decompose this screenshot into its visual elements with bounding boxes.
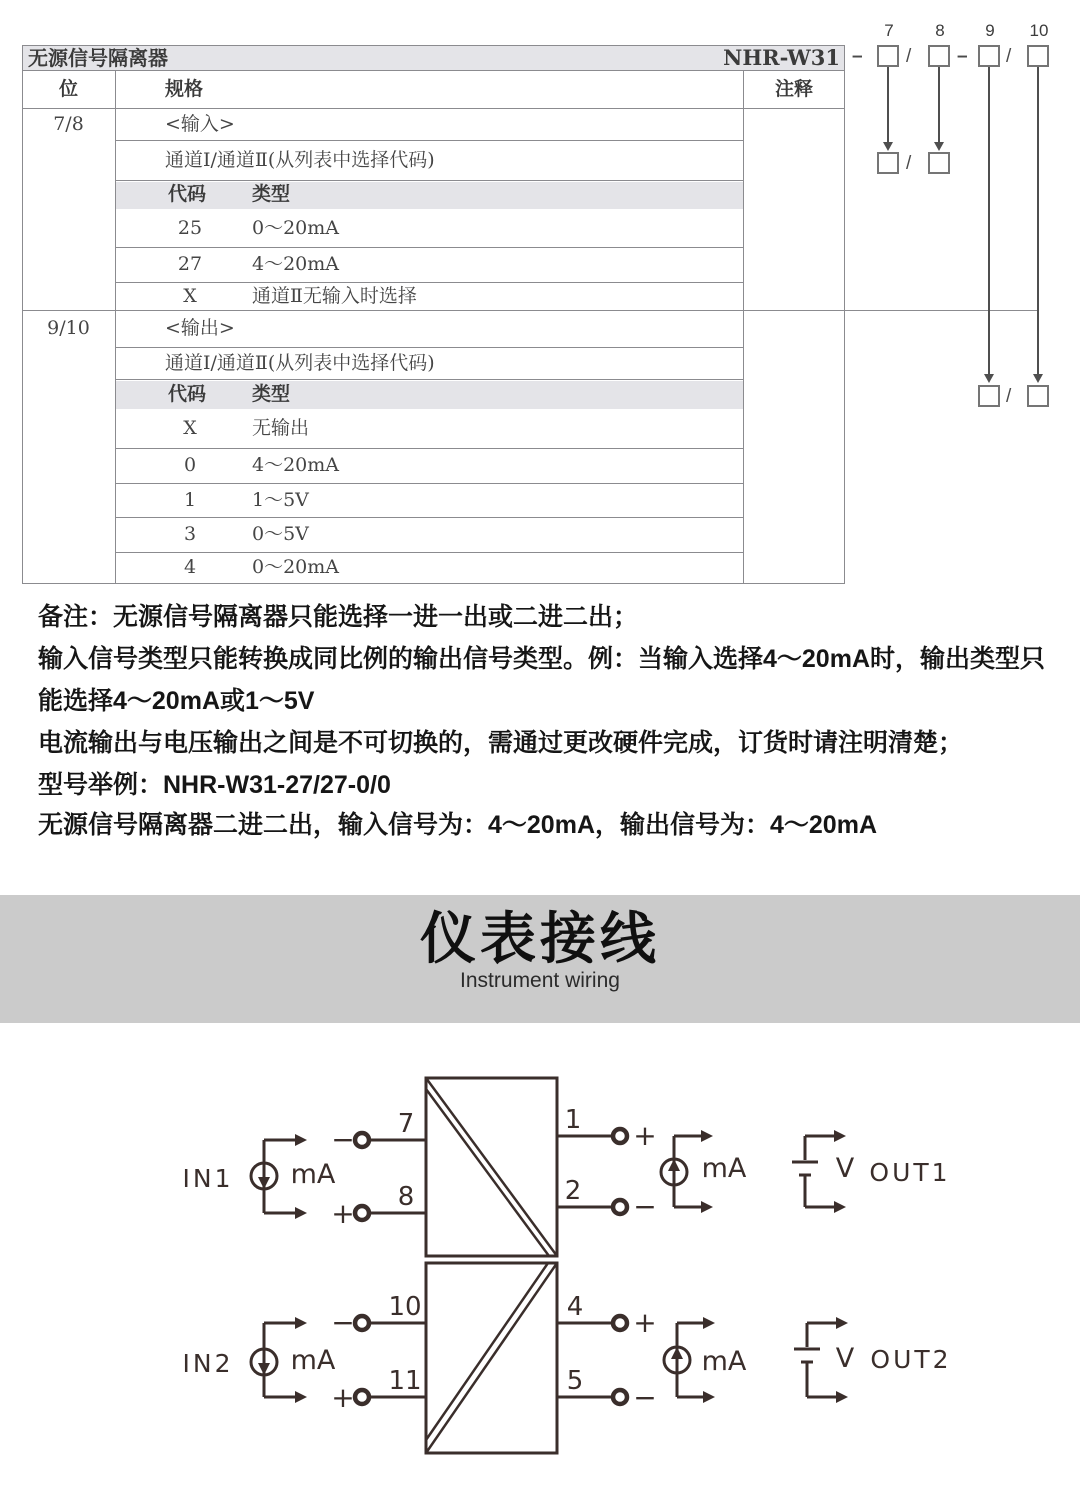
note-line-4: 电流输出与电压输出之间是不可切换的，需通过更改硬件完成，订货时请注明清楚； — [38, 729, 964, 757]
arrow-icon — [934, 142, 944, 151]
unit-label-ma: mA — [290, 1159, 336, 1190]
output-code-4: 4 — [183, 556, 197, 578]
arrow-icon — [295, 1391, 307, 1403]
arrow-icon — [295, 1134, 307, 1146]
input-type-1: 4～20mA — [252, 253, 340, 275]
output-type-4: 0～20mA — [252, 556, 340, 578]
arrow-icon — [836, 1317, 848, 1329]
arrow-icon — [295, 1207, 307, 1219]
wiring-diagram — [0, 1073, 1080, 1493]
spec-table-border — [22, 45, 845, 584]
input-code-header: 代码 — [168, 183, 207, 205]
output-code-1: 0 — [183, 454, 197, 476]
note-line-6: 无源信号隔离器二进二出，输入信号为：4～20mA，输出信号为：4～20mA — [38, 811, 877, 839]
input-choice-box-7 — [877, 152, 899, 174]
arrow-icon — [703, 1317, 715, 1329]
table-line — [115, 70, 116, 584]
arrow-line-7 — [887, 67, 889, 142]
arrow-line-10 — [1037, 67, 1039, 374]
unit-label-ma: mA — [701, 1346, 747, 1377]
output-code-header: 代码 — [168, 383, 207, 405]
polarity-sign: − — [633, 1190, 657, 1223]
polarity-sign: + — [633, 1119, 657, 1152]
port-label-out2: OUT2 — [870, 1345, 952, 1374]
unit-label-ma: mA — [290, 1345, 336, 1376]
digit-10-label: 10 — [1029, 21, 1049, 40]
output-type-3: 0～5V — [252, 523, 309, 545]
output-code-2: 1 — [183, 489, 197, 511]
arrow-icon — [295, 1317, 307, 1329]
banner-title: 仪表接线 — [420, 907, 660, 970]
model-slash: / — [906, 153, 912, 174]
terminal-dot-1 — [613, 1129, 627, 1143]
terminal-dot-2 — [613, 1200, 627, 1214]
arrow-icon — [834, 1130, 846, 1142]
table-line — [22, 70, 845, 71]
arrow-line-9 — [988, 67, 990, 374]
model-slash: / — [1006, 46, 1012, 67]
output-code-0: X — [183, 417, 197, 439]
arrow-icon — [703, 1391, 715, 1403]
table-line — [115, 379, 743, 380]
col-header-note: 注释 — [774, 78, 813, 100]
terminal-number-1: 1 — [564, 1105, 582, 1135]
model-dash: – — [957, 46, 968, 67]
terminal-number-10: 10 — [388, 1292, 422, 1322]
unit-label-ma: mA — [701, 1153, 747, 1184]
digit-7-label: 7 — [884, 21, 894, 40]
polarity-sign: − — [331, 1123, 355, 1156]
terminal-dot-11 — [355, 1390, 369, 1404]
output-section-title: <输出> — [165, 317, 235, 339]
terminal-dot-5 — [613, 1390, 627, 1404]
output-code-3: 3 — [183, 523, 197, 545]
terminal-dot-4 — [613, 1316, 627, 1330]
input-type-2: 通道Ⅱ无输入时选择 — [252, 285, 417, 307]
terminal-number-4: 4 — [566, 1292, 584, 1322]
input-type-0: 0～20mA — [252, 217, 340, 239]
table-title: 无源信号隔离器 — [28, 46, 168, 70]
terminal-number-11: 11 — [388, 1366, 422, 1396]
arrow-icon — [984, 374, 994, 383]
arrow-icon — [701, 1130, 713, 1142]
input-channel-note: 通道Ⅰ/通道Ⅱ(从列表中选择代码) — [165, 149, 435, 171]
digit-9-label: 9 — [985, 21, 995, 40]
unit-label-v: V — [835, 1153, 855, 1184]
banner-subtitle: Instrument wiring — [460, 969, 620, 992]
input-type-header: 类型 — [252, 183, 291, 205]
input-section-title: <输入> — [165, 113, 235, 135]
col-header-pos: 位 — [58, 78, 78, 100]
note-line-1: 备注：无源信号隔离器只能选择一进一出或二进二出； — [38, 603, 639, 631]
diagonal-line — [426, 1263, 548, 1440]
output-choice-box-9 — [978, 385, 1000, 407]
terminal-number-2: 2 — [564, 1176, 582, 1206]
model-box-7 — [877, 45, 899, 67]
model-dash: – — [852, 46, 863, 67]
arrow-icon — [834, 1201, 846, 1213]
terminal-number-7: 7 — [397, 1109, 415, 1139]
diagonal-line — [426, 1089, 549, 1256]
port-label-in2: IN2 — [182, 1349, 234, 1378]
arrow-icon — [701, 1201, 713, 1213]
output-type-2: 1～5V — [252, 489, 309, 511]
row-pos-7-8: 7/8 — [53, 113, 84, 135]
row-pos-9-10: 9/10 — [47, 317, 90, 339]
polarity-sign: + — [331, 1197, 355, 1230]
arrow-icon — [836, 1391, 848, 1403]
output-choice-box-10 — [1027, 385, 1049, 407]
arrow-icon — [883, 142, 893, 151]
section-banner — [0, 895, 1080, 1023]
col-header-spec: 规格 — [165, 78, 204, 100]
input-code-1: 27 — [177, 253, 203, 275]
diagonal-line — [426, 1263, 557, 1453]
input-code-2: X — [183, 285, 197, 307]
model-slash: / — [906, 46, 912, 67]
unit-label-v: V — [835, 1343, 855, 1374]
terminal-dot-10 — [355, 1316, 369, 1330]
note-line-2: 输入信号类型只能转换成同比例的输出信号类型。例：当输入选择4～20mA时，输出类型只 — [38, 645, 1045, 673]
port-label-in1: IN1 — [182, 1164, 234, 1193]
note-line-5: 型号举例：NHR-W31-27/27-0/0 — [38, 771, 391, 799]
model-box-10 — [1027, 45, 1049, 67]
terminal-dot-8 — [355, 1206, 369, 1220]
port-label-out1: OUT1 — [869, 1158, 951, 1187]
terminal-number-5: 5 — [566, 1366, 584, 1396]
table-line — [743, 70, 744, 584]
output-type-header: 类型 — [252, 383, 291, 405]
diagonal-line — [426, 1078, 557, 1256]
terminal-dot-7 — [355, 1133, 369, 1147]
arrow-icon — [1033, 374, 1043, 383]
polarity-sign: + — [633, 1306, 657, 1339]
polarity-sign: + — [331, 1381, 355, 1414]
table-line — [115, 180, 743, 181]
digit-8-label: 8 — [935, 21, 945, 40]
output-type-0: 无输出 — [252, 417, 310, 439]
arrow-line-8 — [938, 67, 940, 142]
model-slash: / — [1006, 386, 1012, 407]
note-line-3: 能选择4～20mA或1～5V — [38, 687, 315, 715]
input-choice-box-8 — [928, 152, 950, 174]
model-number: NHR-W31 — [723, 45, 840, 70]
input-code-0: 25 — [177, 217, 203, 239]
model-box-8 — [928, 45, 950, 67]
terminal-number-8: 8 — [397, 1182, 415, 1212]
polarity-sign: − — [633, 1381, 657, 1414]
output-type-1: 4～20mA — [252, 454, 340, 476]
table-line — [22, 108, 845, 109]
model-box-9 — [978, 45, 1000, 67]
polarity-sign: − — [331, 1306, 355, 1339]
output-channel-note: 通道Ⅰ/通道Ⅱ(从列表中选择代码) — [165, 352, 435, 374]
